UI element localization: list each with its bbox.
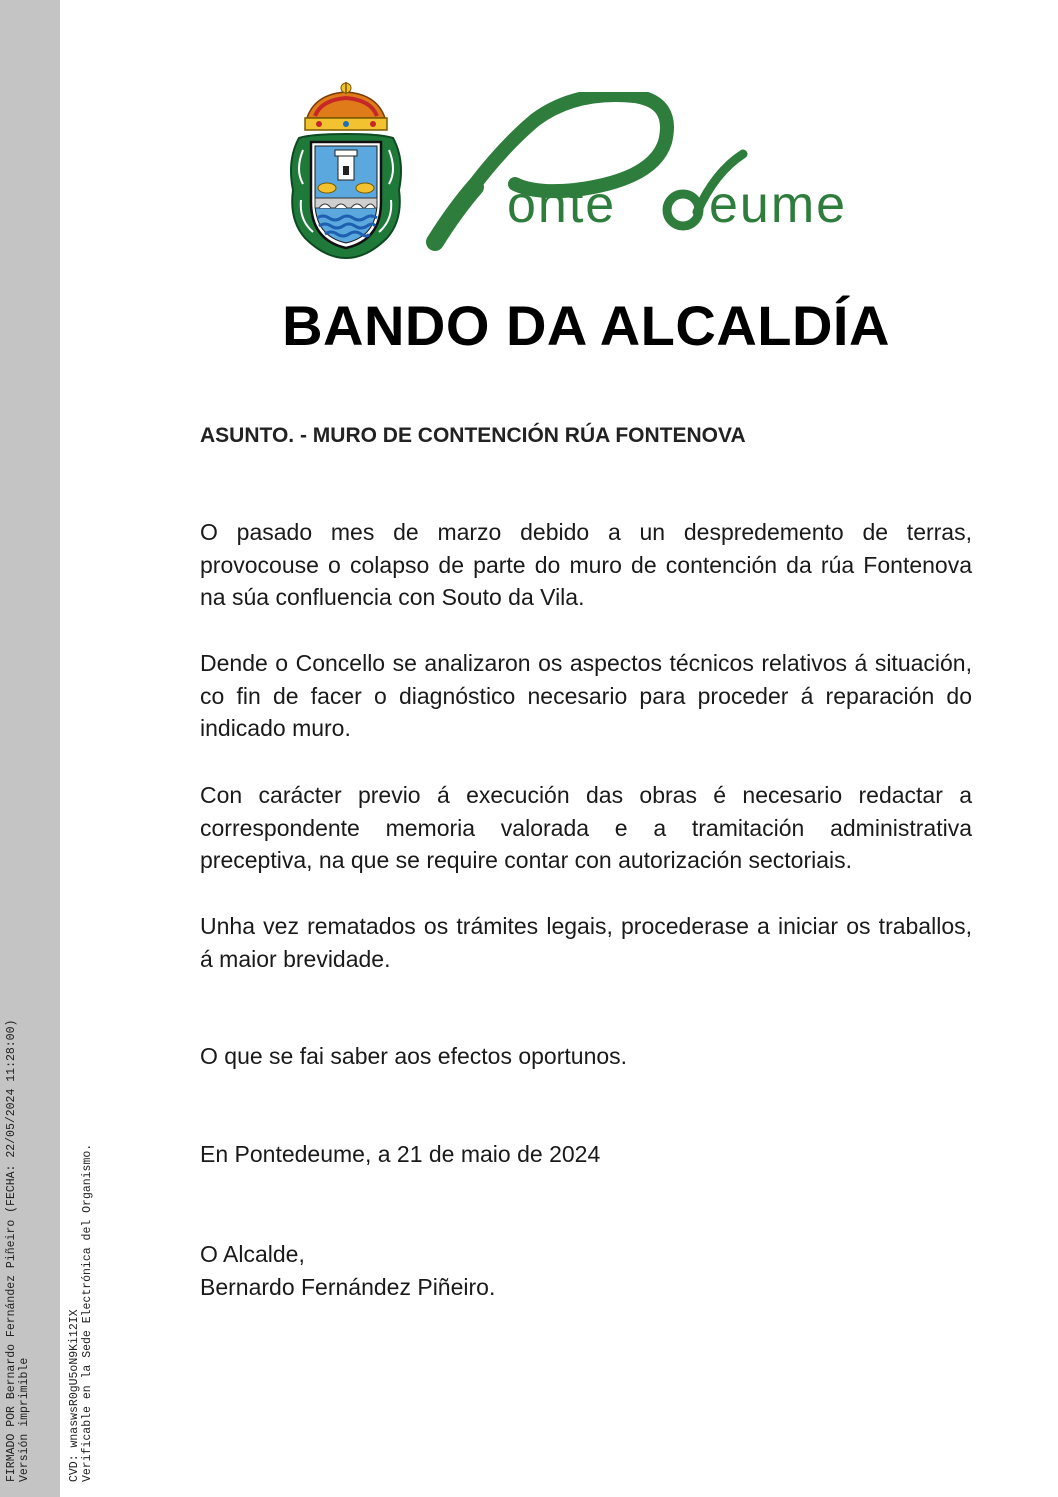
verification-stamp [68,1144,94,1482]
pontedeume-logo [285,80,905,265]
signature-block [200,1238,495,1303]
document-title: BANDO DA ALCALDÍA [282,294,890,357]
coat-of-arms-icon [285,80,407,262]
body-paragraph: Con carácter previo á execución das obras é necesario redactar a correspondente memoria valorada e a tramitación administrativa preceptiva, na que se require contar con autorización sectoriais. [200,782,972,873]
signer-role: O Alcalde, [200,1241,305,1267]
signer-name: Bernardo Fernández Piñeiro. [200,1273,496,1300]
verification-text: Verificable en la Sede Electrónica del Organismo. [81,1143,94,1482]
body-paragraph: Unha vez rematados os trámites legais, procederase a iniciar os traballos, á maior brevidade. [200,913,972,972]
subject-line: ASUNTO. - MURO DE CONTENCIÓN RÚA FONTENOVA [200,424,746,447]
closing-statement: O que se fai saber aos efectos oportunos. [200,1043,628,1069]
svg-text:eume: eume [709,176,848,234]
signature-stamp [5,1020,31,1482]
place-and-date: En Pontedeume, a 21 de maio de 2024 [200,1141,601,1167]
pontedeume-wordmark [415,92,905,252]
body-paragraph: Dende o Concello se analizaron os aspectos técnicos relativos á situación, co fin de facer o diagnóstico necesario para proceder á reparación do indicado muro. [200,650,972,741]
cvd-code: CVD: wnaswsR0gU5oN9Ki12IX [68,1309,81,1482]
body-paragraph: O pasado mes de marzo debido a un despredemento de terras, provocouse o colapso de parte do muro de contención da rúa Fontenova na súa confluencia con Souto da Vila. [200,519,972,610]
signed-by-text: FIRMADO POR Bernardo Fernández Piñeiro (FECHA: 22/05/2024 11:28:00) [5,1019,18,1482]
printable-version-text: Versión imprimible [18,1357,31,1482]
svg-text:onte: onte [507,176,617,234]
